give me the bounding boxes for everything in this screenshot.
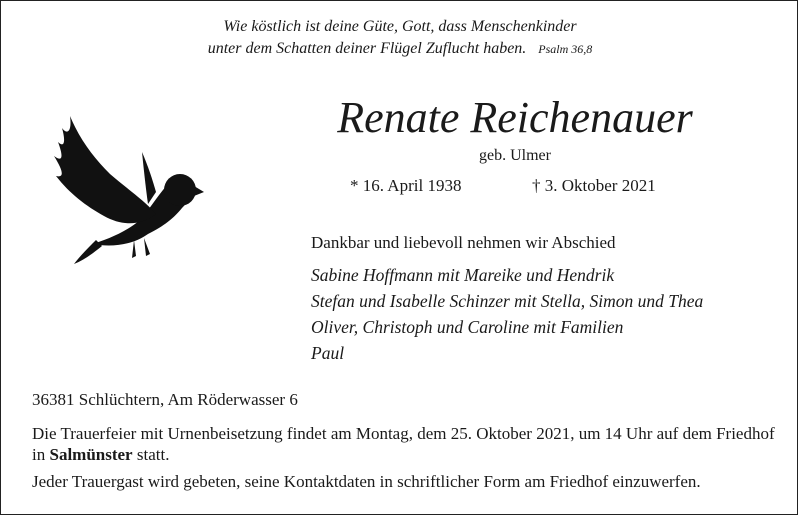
contact-notice: Jeder Trauergast wird gebeten, seine Kontaktdaten in schriftlicher Form am Friedhof einzuwerfen. bbox=[32, 472, 701, 491]
psalm-line-2-text: unter dem Schatten deiner Flügel Zuflucht haben. bbox=[207, 40, 527, 57]
psalm-line-1: Wie köstlich ist deine Güte, Gott, dass Menschenkinder bbox=[223, 18, 577, 35]
ceremony-notice bbox=[32, 423, 784, 465]
maiden-name: geb. Ulmer bbox=[479, 147, 551, 164]
psalm-line-2 bbox=[150, 38, 650, 60]
psalm-reference: Psalm 36,8 bbox=[538, 42, 593, 56]
mourners-list bbox=[311, 262, 703, 366]
ceremony-text-end: statt. bbox=[136, 445, 170, 464]
ceremony-text: Die Trauerfeier mit Urnenbeisetzung findet am Montag, dem 25. Oktober 2021, um 14 Uhr auf dem Friedhof in bbox=[32, 424, 775, 464]
mourner-item: Stefan und Isabelle Schinzer mit Stella, Simon und Thea bbox=[311, 291, 704, 311]
deceased-name: Renate Reichenauer bbox=[337, 93, 693, 142]
bird-icon bbox=[48, 108, 204, 266]
mourner-item: Paul bbox=[311, 343, 345, 363]
birth-date: * 16. April 1938 bbox=[350, 176, 462, 195]
mourner-item: Sabine Hoffmann mit Mareike und Hendrik bbox=[311, 265, 615, 285]
farewell-line: Dankbar und liebevoll nehmen wir Abschied bbox=[311, 233, 616, 252]
death-date: † 3. Oktober 2021 bbox=[532, 176, 656, 195]
family-address: 36381 Schlüchtern, Am Röderwasser 6 bbox=[32, 390, 298, 409]
mourner-item: Oliver, Christoph und Caroline mit Familien bbox=[311, 317, 624, 337]
psalm-quote bbox=[150, 16, 650, 60]
ceremony-place: Salmünster bbox=[49, 445, 133, 464]
